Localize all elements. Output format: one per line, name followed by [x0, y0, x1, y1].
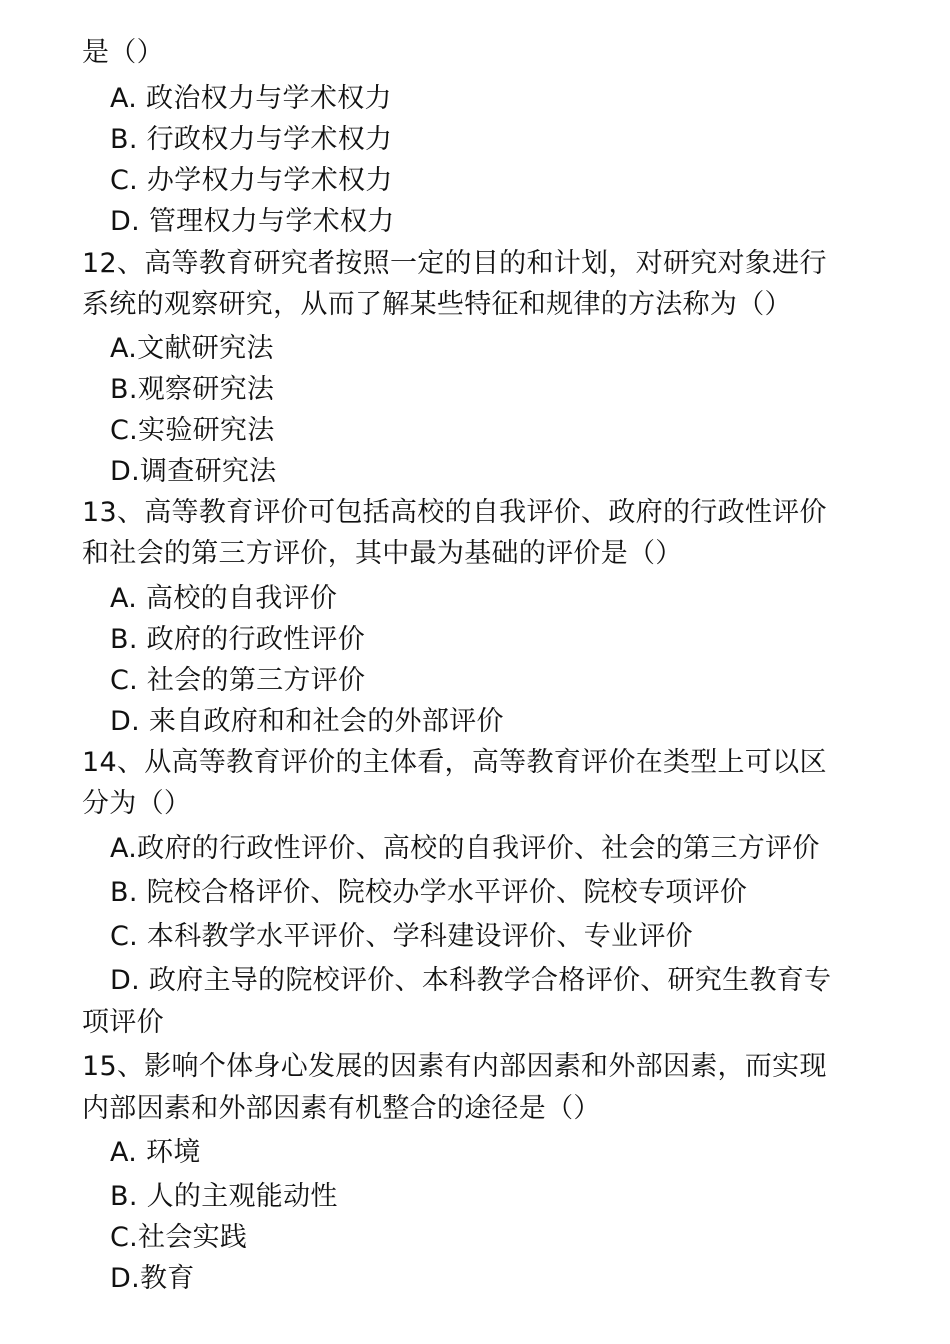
question-12-option-d: D.调查研究法: [110, 456, 277, 487]
question-11-option-d: D. 管理权力与学术权力: [110, 206, 395, 237]
question-15-stem-line-2: 内部因素和外部因素有机整合的途径是（）: [82, 1093, 601, 1124]
question-11-option-c: C. 办学权力与学术权力: [110, 165, 393, 196]
question-15-option-a: A. 环境: [110, 1137, 201, 1168]
question-13-stem-line-1: 13、高等教育评价可包括高校的自我评价、政府的行政性评价: [82, 497, 827, 528]
question-15-option-c: C.社会实践: [110, 1222, 248, 1253]
question-15-option-b: B. 人的主观能动性: [110, 1181, 338, 1212]
question-13-option-a: A. 高校的自我评价: [110, 583, 338, 614]
question-14-option-c: C. 本科教学水平评价、学科建设评价、专业评价: [110, 921, 693, 952]
question-13-stem-line-2: 和社会的第三方评价，其中最为基础的评价是（）: [82, 538, 683, 569]
question-14-stem-line-2: 分为（）: [82, 788, 192, 819]
question-14-option-a: A.政府的行政性评价、高校的自我评价、社会的第三方评价: [110, 833, 820, 864]
question-12-option-c: C.实验研究法: [110, 415, 275, 446]
question-14-option-d-line-1: D. 政府主导的院校评价、本科教学合格评价、研究生教育专: [110, 965, 832, 996]
question-15-option-d: D.教育: [110, 1263, 195, 1294]
question-14-option-b: B. 院校合格评价、院校办学水平评价、院校专项评价: [110, 877, 748, 908]
question-11-option-b: B. 行政权力与学术权力: [110, 124, 393, 155]
question-14-stem-line-1: 14、从高等教育评价的主体看，高等教育评价在类型上可以区: [82, 747, 827, 778]
question-14-option-d-line-2: 项评价: [82, 1007, 164, 1038]
question-13-option-c: C. 社会的第三方评价: [110, 665, 366, 696]
question-12-stem-line-2: 系统的观察研究，从而了解某些特征和规律的方法称为（）: [82, 289, 792, 320]
question-13-option-b: B. 政府的行政性评价: [110, 624, 365, 655]
question-11-option-a: A. 政治权力与学术权力: [110, 83, 392, 114]
question-11-stem-end: 是（）: [82, 37, 164, 68]
question-12-option-a: A.文献研究法: [110, 333, 274, 364]
question-12-stem-line-1: 12、高等教育研究者按照一定的目的和计划，对研究对象进行: [82, 248, 827, 279]
question-15-stem-line-1: 15、影响个体身心发展的因素有内部因素和外部因素，而实现: [82, 1051, 827, 1082]
question-12-option-b: B.观察研究法: [110, 374, 275, 405]
question-13-option-d: D. 来自政府和和社会的外部评价: [110, 706, 504, 737]
